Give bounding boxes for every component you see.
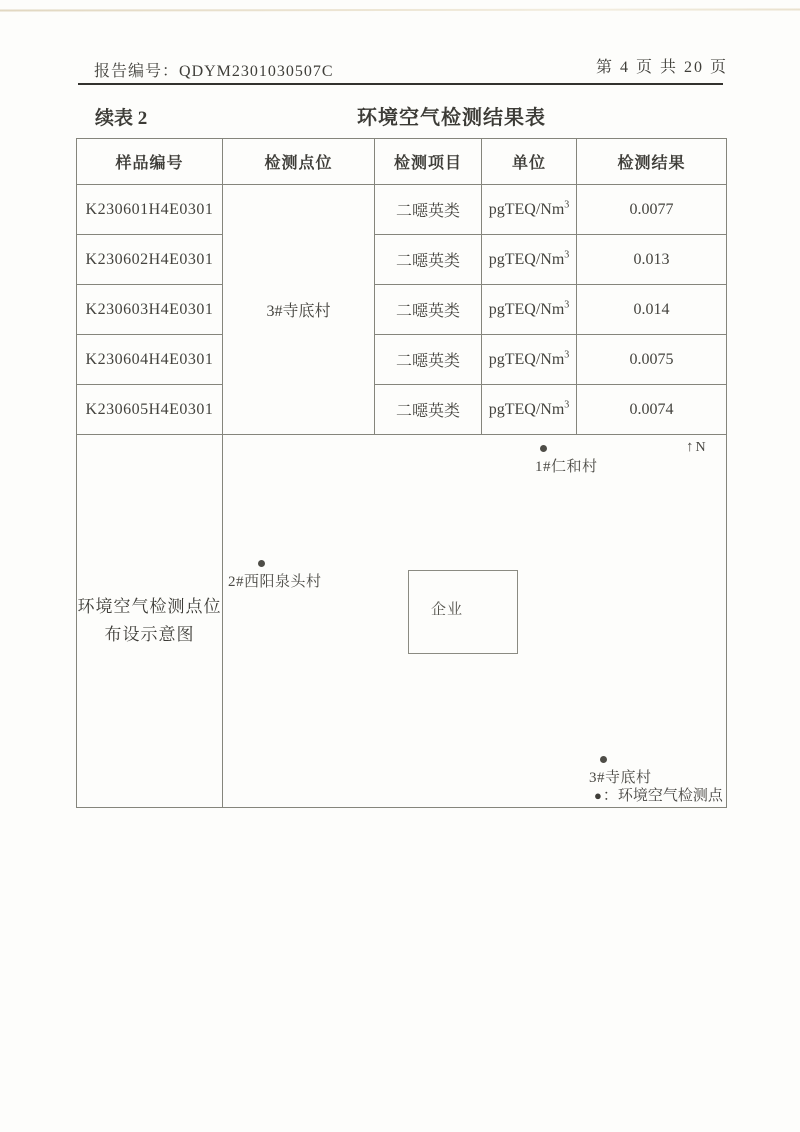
point-label-3: 3#寺底村 [589, 770, 652, 786]
table-row [77, 335, 727, 385]
unit-base: pgTEQ/Nm [488, 250, 565, 268]
unit-base: pgTEQ/Nm [488, 400, 565, 418]
point-label-2: 2#西阳泉头村 [228, 574, 322, 590]
unit-superscript: 3 [564, 349, 570, 361]
unit-cell [482, 285, 577, 335]
sample-id-cell: K230605H4E0301 [77, 385, 223, 435]
unit-superscript: 3 [564, 399, 570, 411]
map-panel-label-line2: 布设示意图 [104, 625, 195, 644]
unit-superscript: 3 [564, 299, 570, 311]
table-title: 环境空气检测结果表 [357, 107, 546, 129]
map-legend [594, 784, 723, 805]
unit-cell [482, 385, 577, 435]
result-cell: 0.013 [577, 235, 727, 285]
point-marker-icon [600, 756, 607, 763]
table-row [77, 385, 727, 435]
map-diagram-cell [223, 435, 727, 808]
north-indicator [686, 439, 706, 456]
table-row [77, 285, 727, 335]
sample-id-cell: K230604H4E0301 [77, 335, 223, 385]
unit-base: pgTEQ/Nm [488, 200, 565, 218]
location-merged-cell: 3#寺底村 [223, 185, 375, 435]
table-row [77, 235, 727, 285]
unit-superscript: 3 [564, 199, 570, 211]
unit-superscript: 3 [564, 249, 570, 261]
point-label-1: 1#仁和村 [535, 459, 598, 475]
col-header-result: 检测结果 [577, 139, 727, 185]
point-marker-icon [258, 560, 265, 567]
map-row [77, 435, 727, 808]
map-panel-label [77, 435, 223, 808]
result-cell: 0.0075 [577, 335, 727, 385]
col-header-sample-id: 样品编号 [77, 139, 223, 185]
table-header-row [77, 139, 727, 185]
unit-cell [482, 335, 577, 385]
legend-dot-icon: ● [594, 788, 602, 803]
table-row [77, 185, 727, 235]
north-label: N [695, 440, 706, 455]
report-number-label: 报告编号： [94, 63, 180, 80]
col-header-unit: 单位 [482, 139, 577, 185]
item-cell: 二噁英类 [375, 185, 482, 235]
point-marker-icon [540, 445, 547, 452]
map-panel-label-line1: 环境空气检测点位 [77, 597, 222, 616]
report-number [94, 58, 334, 81]
result-cell: 0.0077 [577, 185, 727, 235]
item-cell: 二噁英类 [375, 235, 482, 285]
sample-id-cell: K230603H4E0301 [77, 285, 223, 335]
page-indicator: 第 4 页 共 20 页 [595, 59, 728, 76]
unit-base: pgTEQ/Nm [488, 300, 565, 318]
north-arrow-icon: ↑ [686, 439, 694, 455]
col-header-item: 检测项目 [375, 139, 482, 185]
sample-id-cell: K230602H4E0301 [77, 235, 223, 285]
unit-cell [482, 185, 577, 235]
unit-cell [482, 235, 577, 285]
continued-table-label: 续表 2 [95, 108, 148, 129]
col-header-location: 检测点位 [223, 139, 375, 185]
item-cell: 二噁英类 [375, 335, 482, 385]
map-diagram [223, 435, 726, 807]
scan-edge-artifact [0, 8, 800, 11]
result-cell: 0.014 [577, 285, 727, 335]
sample-id-cell: K230601H4E0301 [77, 185, 223, 235]
item-cell: 二噁英类 [375, 285, 482, 335]
enterprise-box [408, 570, 518, 654]
legend-text: ：环境空气检测点 [602, 788, 723, 804]
results-table [76, 138, 727, 808]
report-number-value: QDYM2301030507C [179, 63, 334, 80]
item-cell: 二噁英类 [375, 385, 482, 435]
header-divider [78, 83, 723, 85]
result-cell: 0.0074 [577, 385, 727, 435]
enterprise-label: 企业 [431, 602, 464, 618]
unit-base: pgTEQ/Nm [488, 350, 565, 368]
